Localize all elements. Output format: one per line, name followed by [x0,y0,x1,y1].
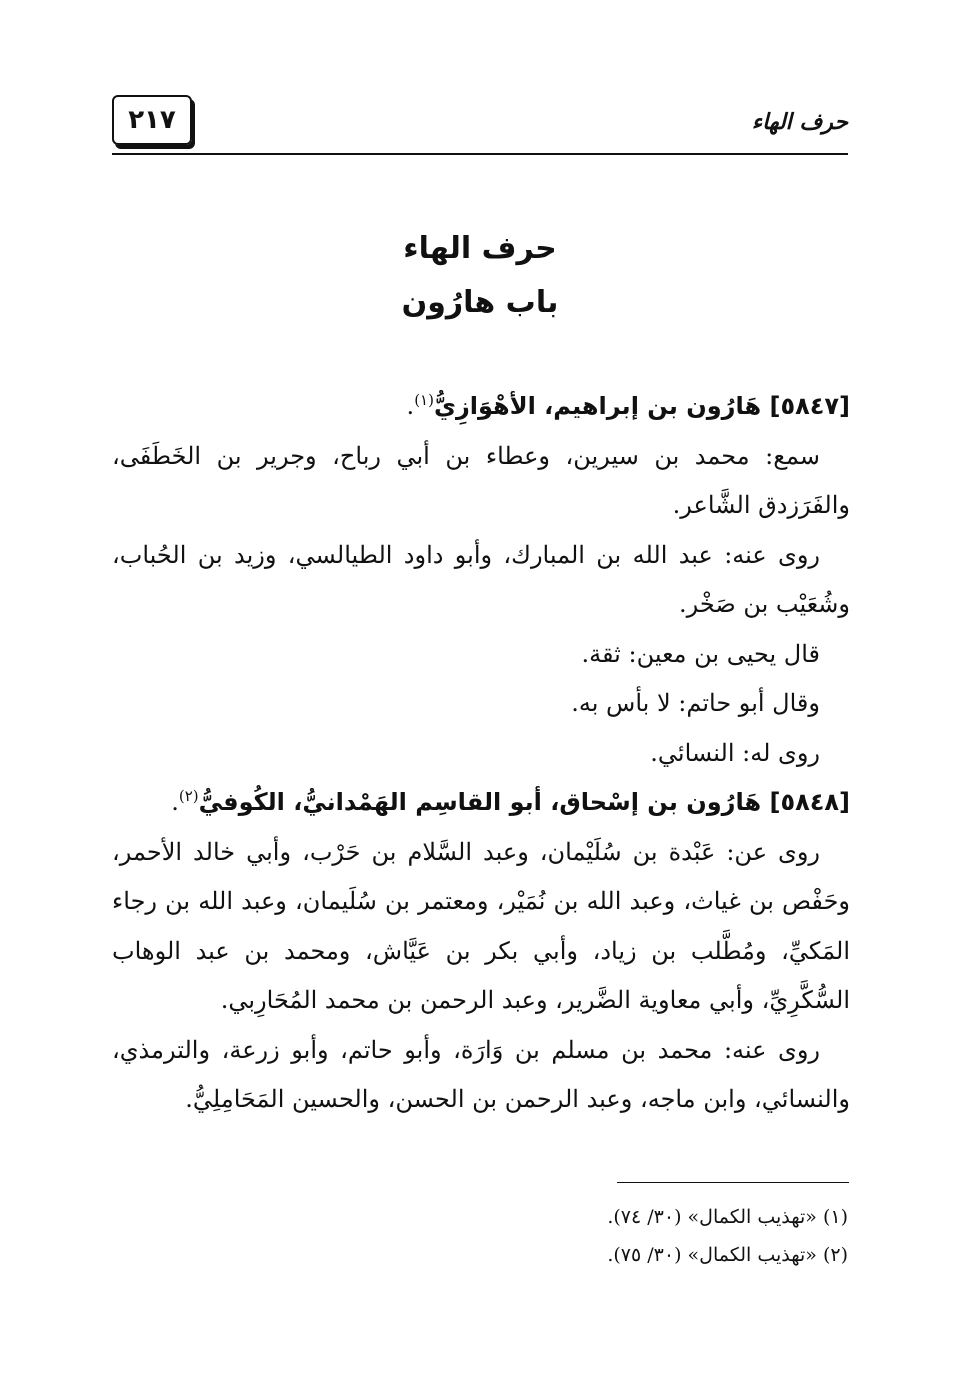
footnote-ref: (١) [414,391,434,409]
footnote-ref: (٢) [178,787,199,805]
entry-heading-end: . [406,392,415,420]
entry-paragraph: سمع: محمد بن سيرين، وعطاء بن أبي رباح، وجرير بن الخَطَفَى، والفَرَزدق الشَّاعر. [112,441,850,519]
entry-5848 [112,778,850,1125]
footnote-2: (٢) «تهذيب الكمال» (٣٠/ ٧٥). [607,1244,848,1266]
entry-paragraph: روى عن: عَبْدة بن سُلَيْمان، وعبد السَّلام بن حَرْب، وأبي خالد الأحمر، وحَفْص بن غياث، وعبد الله بن نُمَيْر، ومعتمر بن سُلَيمان، وعبد الله بن رجاء المَكيِّ، ومُطَّلب بن زياد، وأبي بكر بن عَيَّاش، ومحمد بن عبد الوهاب السُّكَّرِيِّ، وأبي معاوية الضَّرير، وعبد الرحمن بن محمد المُحَارِبي. [112,837,850,1014]
entry-5847 [112,382,850,778]
main-text [112,382,850,1125]
entry-heading-text: [٥٨٤٧] هَارُون بن إبراهيم، الأهْوَازِيُّ [433,392,850,420]
footnotes [112,1198,848,1274]
running-head: حرف الهاء [751,109,848,135]
entry-heading-text: [٥٨٤٨] هَارُون بن إسْحاق، أبو القاسِم الهَمْدانيُّ، الكُوفيُّ [198,788,850,816]
entry-heading [112,382,850,432]
header-divider [112,153,848,155]
chapter-title: باب هارُون [401,285,559,320]
entry-heading [112,778,850,828]
letter-title: حرف الهاء [403,231,557,266]
entry-paragraph: روى عنه: عبد الله بن المبارك، وأبو داود الطيالسي، وزيد بن الحُباب، وشُعَيْب بن صَخْر. [112,540,850,618]
page-header [112,95,848,155]
entry-paragraph: قال يحيى بن معين: ثقة. [581,639,820,668]
footnote-1: (١) «تهذيب الكمال» (٣٠/ ٧٤). [607,1206,848,1228]
page-number: ٢١٧ [128,105,176,135]
footnote-divider [617,1182,849,1183]
chapter-titles [112,222,848,330]
page-number-box [112,95,192,145]
entry-paragraph: وقال أبو حاتم: لا بأس به. [571,689,820,717]
entry-heading-end: . [171,788,179,816]
entry-paragraph: روى له: النسائي. [650,738,820,767]
entry-paragraph: روى عنه: محمد بن مسلم بن وَارَة، وأبو حاتم، وأبو زرعة، والترمذي، والنسائي، وابن ماجه، وعبد الرحمن بن الحسن، والحسين المَحَامِلِيُّ. [112,1035,850,1113]
